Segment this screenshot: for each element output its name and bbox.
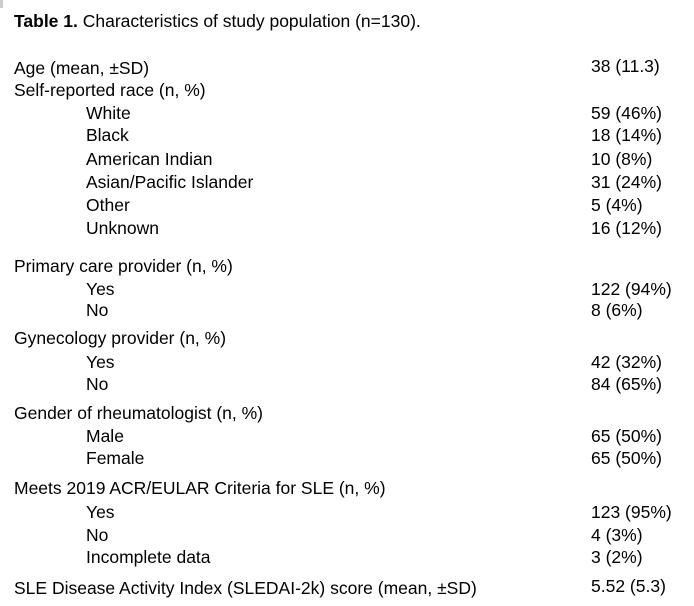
section-label: Gynecology provider (n, %) (14, 328, 227, 348)
row-label: American Indian (86, 149, 213, 169)
row-value: 122 (94%) (591, 279, 672, 299)
row-value: 84 (65%) (591, 374, 663, 394)
row-value: 65 (50%) (591, 448, 663, 468)
row-label: Unknown (86, 218, 159, 238)
row-value: 16 (12%) (591, 218, 663, 238)
table-caption: Characteristics of study population (n=130). (77, 11, 421, 31)
row-label: White (86, 103, 131, 123)
row-value: 3 (2%) (591, 547, 643, 567)
row-value: 42 (32%) (591, 352, 663, 372)
section-label: Meets 2019 ACR/EULAR Criteria for SLE (n, %) (14, 478, 386, 498)
row-label: No (86, 525, 109, 545)
corner-mark (0, 0, 3, 8)
row-value: 5 (4%) (591, 195, 643, 215)
table-number: Table 1. (14, 11, 78, 31)
row-label: Age (mean, ±SD) (14, 58, 150, 78)
row-label: SLE Disease Activity Index (SLEDAI-2k) score (mean, ±SD) (14, 578, 477, 598)
row-value: 38 (11.3) (591, 56, 660, 76)
row-value: 65 (50%) (591, 426, 663, 446)
section-label: Gender of rheumatologist (n, %) (14, 403, 264, 423)
table-title (14, 11, 421, 31)
row-label: Yes (86, 279, 115, 299)
row-value: 4 (3%) (591, 525, 643, 545)
row-value: 5.52 (5.3) (591, 576, 666, 596)
row-label: No (86, 300, 109, 320)
row-label: Yes (86, 352, 115, 372)
row-label: Incomplete data (86, 547, 211, 567)
row-value: 59 (46%) (591, 103, 663, 123)
row-label: Female (86, 448, 145, 468)
row-value: 18 (14%) (591, 125, 663, 145)
row-value: 8 (6%) (591, 300, 643, 320)
row-value: 10 (8%) (591, 149, 653, 169)
row-value: 123 (95%) (591, 502, 672, 522)
section-label: Self-reported race (n, %) (14, 80, 206, 100)
row-label: Black (86, 125, 129, 145)
row-label: Other (86, 195, 130, 215)
row-label: Male (86, 426, 124, 446)
section-label: Primary care provider (n, %) (14, 256, 233, 276)
row-value: 31 (24%) (591, 172, 663, 192)
row-label: No (86, 374, 109, 394)
row-label: Asian/Pacific Islander (86, 172, 254, 192)
row-label: Yes (86, 502, 115, 522)
